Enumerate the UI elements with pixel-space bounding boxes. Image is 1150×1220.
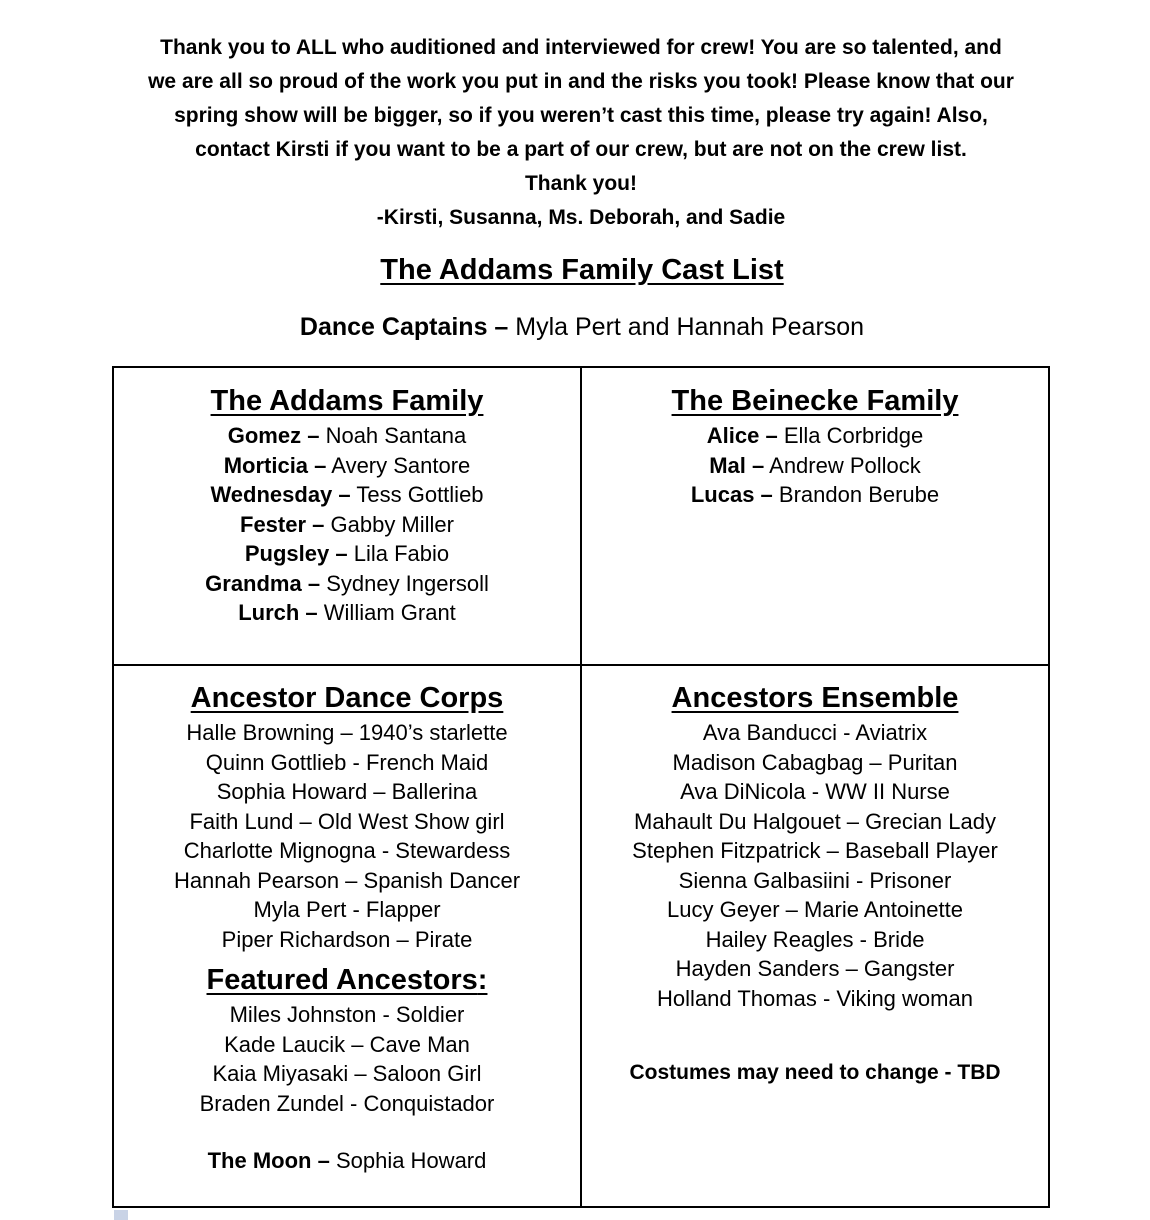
list-item: Ava DiNicola - WW II Nurse (680, 779, 950, 804)
intro-line: spring show will be bigger, so if you weren’t cast this time, please try again! Also, (174, 104, 988, 127)
list-item: Holland Thomas - Viking woman (657, 985, 973, 1011)
list-item (114, 539, 580, 569)
actor-name: Brandon Berube (772, 482, 940, 507)
role-name: The Moon – (207, 1148, 330, 1173)
featured-ancestors-heading (114, 960, 580, 1000)
list-item (114, 480, 580, 510)
actor-name: Sydney Ingersoll (320, 570, 489, 596)
intro-thanks: Thank you! (524, 172, 637, 195)
actor-name: Sophia Howard (329, 1148, 487, 1173)
list-item: Halle Browning – 1940’s starlette (186, 720, 508, 745)
paragraph-marker (114, 1210, 128, 1220)
list-item: Sienna Galbasiini - Prisoner (678, 867, 952, 893)
role-name: Lurch – (238, 600, 318, 625)
list-item (582, 421, 1048, 451)
list-item (114, 451, 580, 481)
actor-name: William Grant (317, 600, 456, 625)
actor-name: Noah Santana (319, 423, 467, 448)
list-item: Quinn Gottlieb - French Maid (205, 749, 489, 775)
list-item: Kade Laucik – Cave Man (224, 1031, 470, 1057)
role-name: Wednesday – (210, 482, 351, 507)
role-name: Morticia – (223, 452, 327, 478)
addams-family-heading: The Addams Family (210, 385, 484, 417)
list-item: Charlotte Mignogna - Stewardess (183, 838, 511, 863)
beinecke-family-cell (581, 367, 1049, 665)
ensemble-list (582, 718, 1048, 1013)
costume-note: Costumes may need to change - TBD (629, 1061, 1001, 1084)
list-item: Kaia Miyasaki – Saloon Girl (212, 1061, 482, 1086)
addams-family-list (114, 421, 580, 628)
list-item (114, 510, 580, 540)
addams-family-cell (113, 367, 581, 665)
actor-name: Tess Gottlieb (350, 482, 484, 507)
intro-line: we are all so proud of the work you put in and the risks you took! Please know that our (148, 70, 1014, 93)
list-item: Lucy Geyer – Marie Antoinette (667, 897, 963, 922)
list-item: Ava Banducci - Aviatrix (702, 720, 928, 745)
list-item: Hayden Sanders – Gangster (675, 956, 955, 981)
list-item (114, 421, 580, 451)
list-item (582, 451, 1048, 481)
role-name: Alice – (706, 423, 778, 448)
list-item: Sophia Howard – Ballerina (216, 779, 478, 804)
list-item: Madison Cabagbag – Puritan (672, 749, 958, 775)
role-name: Grandma – (205, 570, 321, 596)
role-name: Mal – (709, 452, 765, 478)
intro-line: Thank you to ALL who auditioned and interviewed for crew! You are so talented, and (160, 36, 1002, 59)
list-item: Miles Johnston - Soldier (229, 1002, 465, 1027)
ensemble-heading: Ancestors Ensemble (671, 682, 959, 714)
list-item: Mahault Du Halgouet – Grecian Lady (634, 808, 996, 834)
role-name: Pugsley – (244, 541, 348, 566)
dance-captains (0, 309, 1150, 345)
list-item: Piper Richardson – Pirate (221, 926, 473, 952)
featured-ancestors-colon: : (477, 964, 488, 996)
ancestors-left-cell (113, 665, 581, 1207)
actor-name: Andrew Pollock (764, 452, 921, 478)
beinecke-family-list (582, 421, 1048, 510)
intro-signature: -Kirsti, Susanna, Ms. Deborah, and Sadie (376, 206, 786, 229)
ensemble-cell (581, 665, 1049, 1207)
featured-ancestors-title: Featured Ancestors (206, 964, 478, 996)
actor-name: Avery Santore (326, 452, 471, 478)
dance-corps-list (114, 718, 580, 954)
actor-name: Lila Fabio (347, 541, 450, 566)
list-item: Hailey Reagles - Bride (705, 926, 925, 952)
beinecke-family-heading: The Beinecke Family (671, 385, 959, 417)
list-item (582, 480, 1048, 510)
role-name: Lucas – (690, 482, 773, 507)
cast-table (112, 366, 1050, 1208)
role-name: Gomez – (227, 423, 320, 448)
dance-captains-names: Myla Pert and Hannah Pearson (508, 313, 865, 341)
page-title: The Addams Family Cast List (380, 254, 784, 286)
list-item (114, 598, 580, 628)
list-item: Hannah Pearson – Spanish Dancer (173, 867, 521, 893)
list-item: Stephen Fitzpatrick – Baseball Player (632, 838, 998, 863)
list-item: Braden Zundel - Conquistador (199, 1090, 495, 1116)
intro-message (110, 31, 1052, 235)
list-item (114, 569, 580, 599)
actor-name: Ella Corbridge (777, 423, 924, 448)
featured-ancestors-list (114, 1000, 580, 1118)
moon-role (114, 1146, 580, 1176)
intro-line: contact Kirsti if you want to be a part of our crew, but are not on the crew list. (195, 138, 967, 161)
dance-captains-label: Dance Captains – (299, 313, 509, 341)
dance-corps-heading: Ancestor Dance Corps (190, 682, 504, 714)
actor-name: Gabby Miller (324, 511, 454, 537)
role-name: Fester – (240, 511, 325, 537)
list-item: Myla Pert - Flapper (253, 897, 441, 922)
list-item: Faith Lund – Old West Show girl (189, 808, 505, 834)
